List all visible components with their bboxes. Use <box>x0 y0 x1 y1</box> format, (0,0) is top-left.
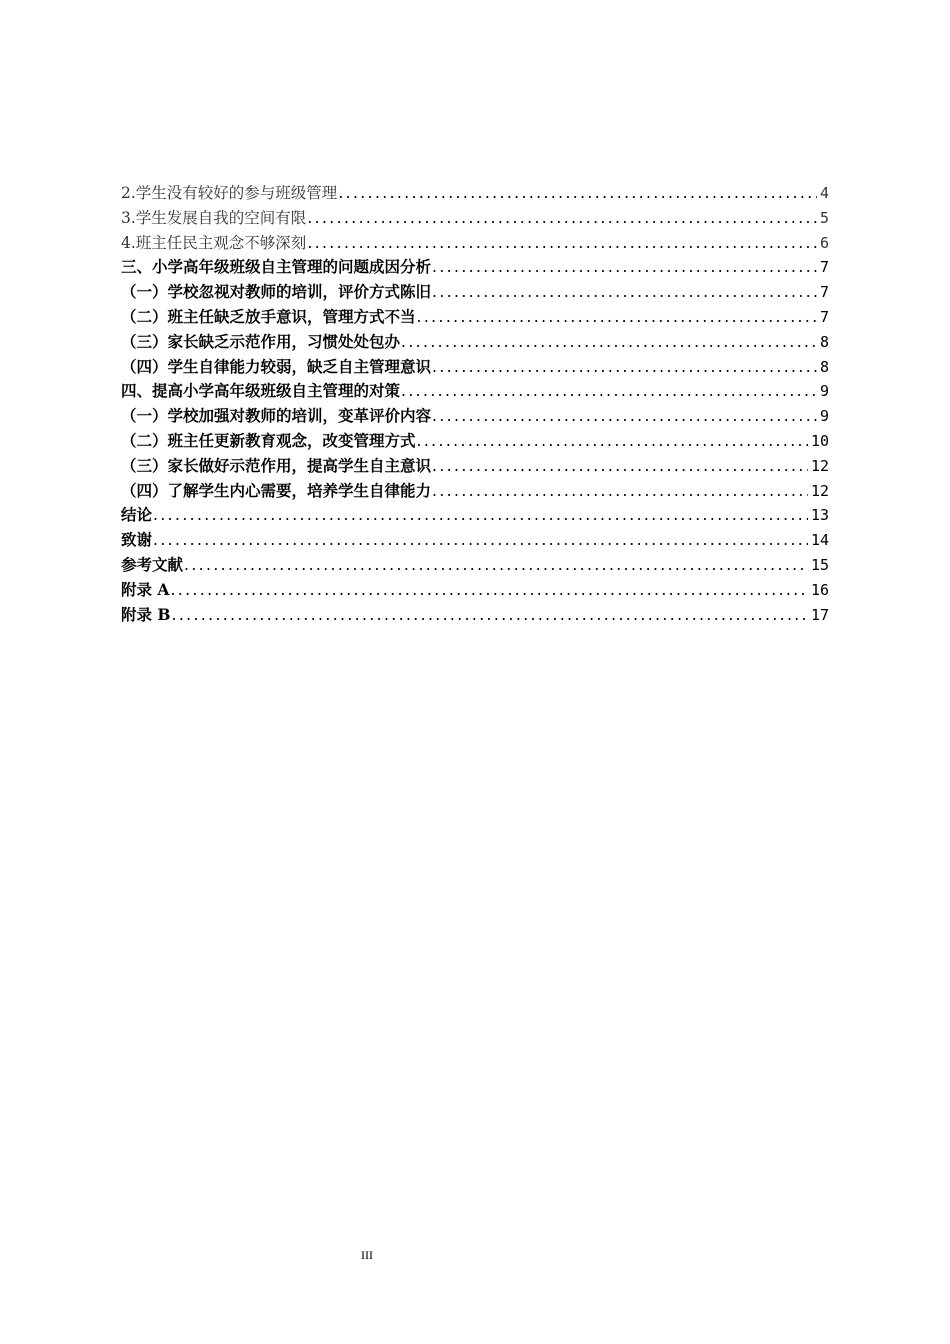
dot-leader <box>432 479 808 504</box>
toc-entry-number: （四） <box>121 356 168 376</box>
toc-entry-page: 7 <box>819 307 829 326</box>
toc-entry[interactable] <box>121 305 829 330</box>
toc-entry-title: 学生发展自我的空间有限 <box>135 208 307 227</box>
toc-entry-page: 10 <box>810 431 829 450</box>
toc-entry-title: 结论 <box>121 505 153 525</box>
toc-entry[interactable] <box>121 404 829 429</box>
toc-entry[interactable] <box>121 231 829 256</box>
toc-entry-page: 12 <box>810 456 829 475</box>
toc-entry-number: 2. <box>121 184 136 202</box>
toc-entry-page: 15 <box>810 555 829 574</box>
toc-entry-page: 8 <box>819 332 829 351</box>
toc-entry[interactable] <box>121 355 829 380</box>
toc-entry-title: 四、提高小学高年级班级自主管理的对策 <box>121 381 401 401</box>
dot-leader <box>184 553 808 578</box>
dot-leader <box>417 305 817 330</box>
dot-leader <box>432 454 808 479</box>
dot-leader <box>401 330 817 355</box>
page-number: III <box>361 1248 373 1262</box>
dot-leader <box>170 578 808 603</box>
toc-entry[interactable] <box>121 553 829 578</box>
dot-leader <box>338 181 817 206</box>
dot-leader <box>432 280 817 305</box>
toc-entry[interactable] <box>121 206 829 231</box>
toc-entry-page: 7 <box>819 258 829 277</box>
toc-entry-title: 学生没有较好的参与班级管理 <box>135 184 338 202</box>
toc-entry-number: （三） <box>121 455 168 475</box>
toc-entry[interactable] <box>121 379 829 404</box>
toc-entry[interactable] <box>121 181 829 206</box>
toc-entry[interactable] <box>121 330 829 355</box>
toc-entry-page: 5 <box>819 208 829 227</box>
toc-entry[interactable] <box>121 578 829 603</box>
dot-leader <box>417 429 808 454</box>
toc-entry-page: 14 <box>810 531 829 550</box>
toc-entry-page: 6 <box>819 233 829 252</box>
toc-entry-number: 3. <box>121 208 136 227</box>
toc-entry-number: （二） <box>121 430 168 450</box>
toc-entry-page: 9 <box>819 407 829 426</box>
toc-entry-page: 4 <box>819 184 829 202</box>
toc-entry-title: 班主任缺乏放手意识，管理方式不当 <box>167 306 416 326</box>
dot-leader <box>401 379 817 404</box>
toc-entry-page: 9 <box>819 382 829 401</box>
toc-entry[interactable] <box>121 454 829 479</box>
toc-entry-title: 附录 A <box>121 579 170 599</box>
toc-entry-title: 学校加强对教师的培训，变革评价内容 <box>167 406 432 426</box>
toc-entry-title: 家长缺乏示范作用，习惯处处包办 <box>167 331 401 351</box>
toc-entry[interactable] <box>121 528 829 553</box>
toc-entry-title: 班主任民主观念不够深刻 <box>135 233 307 252</box>
dot-leader <box>307 206 817 231</box>
toc-entry-number: （一） <box>121 282 168 302</box>
toc-entry[interactable] <box>121 603 829 628</box>
table-of-contents <box>121 181 829 627</box>
toc-entry-page: 12 <box>810 481 829 500</box>
toc-entry-page: 17 <box>810 605 829 624</box>
toc-entry-page: 8 <box>819 357 829 376</box>
toc-entry[interactable] <box>121 479 829 504</box>
toc-entry-title: 了解学生内心需要，培养学生自律能力 <box>167 480 432 500</box>
toc-entry-page: 13 <box>810 506 829 525</box>
toc-entry[interactable] <box>121 429 829 454</box>
toc-entry-number: （二） <box>121 306 168 326</box>
toc-entry-title: 班主任更新教育观念，改变管理方式 <box>167 430 416 450</box>
toc-entry[interactable] <box>121 280 829 305</box>
toc-entry-number: 4. <box>121 233 136 252</box>
dot-leader <box>307 231 817 256</box>
dot-leader <box>432 355 817 380</box>
toc-entry-number: （四） <box>121 480 168 500</box>
toc-entry-page: 7 <box>819 283 829 302</box>
dot-leader <box>432 255 817 280</box>
toc-entry-title: 家长做好示范作用，提高学生自主意识 <box>167 455 432 475</box>
toc-entry-title: 参考文献 <box>121 554 184 574</box>
toc-entry-page: 16 <box>810 580 829 599</box>
toc-entry-number: （三） <box>121 331 168 351</box>
toc-entry[interactable] <box>121 503 829 528</box>
toc-entry-title: 三、小学高年级班级自主管理的问题成因分析 <box>121 257 432 277</box>
toc-entry-title: 附录 B <box>121 604 171 624</box>
dot-leader <box>172 603 808 628</box>
toc-entry-title: 学校忽视对教师的培训，评价方式陈旧 <box>167 282 432 302</box>
toc-entry[interactable] <box>121 255 829 280</box>
toc-entry-title: 学生自律能力较弱，缺乏自主管理意识 <box>167 356 432 376</box>
toc-entry-number: （一） <box>121 406 168 426</box>
dot-leader <box>153 503 808 528</box>
dot-leader <box>153 528 808 553</box>
toc-entry-title: 致谢 <box>121 530 153 550</box>
dot-leader <box>432 404 817 429</box>
